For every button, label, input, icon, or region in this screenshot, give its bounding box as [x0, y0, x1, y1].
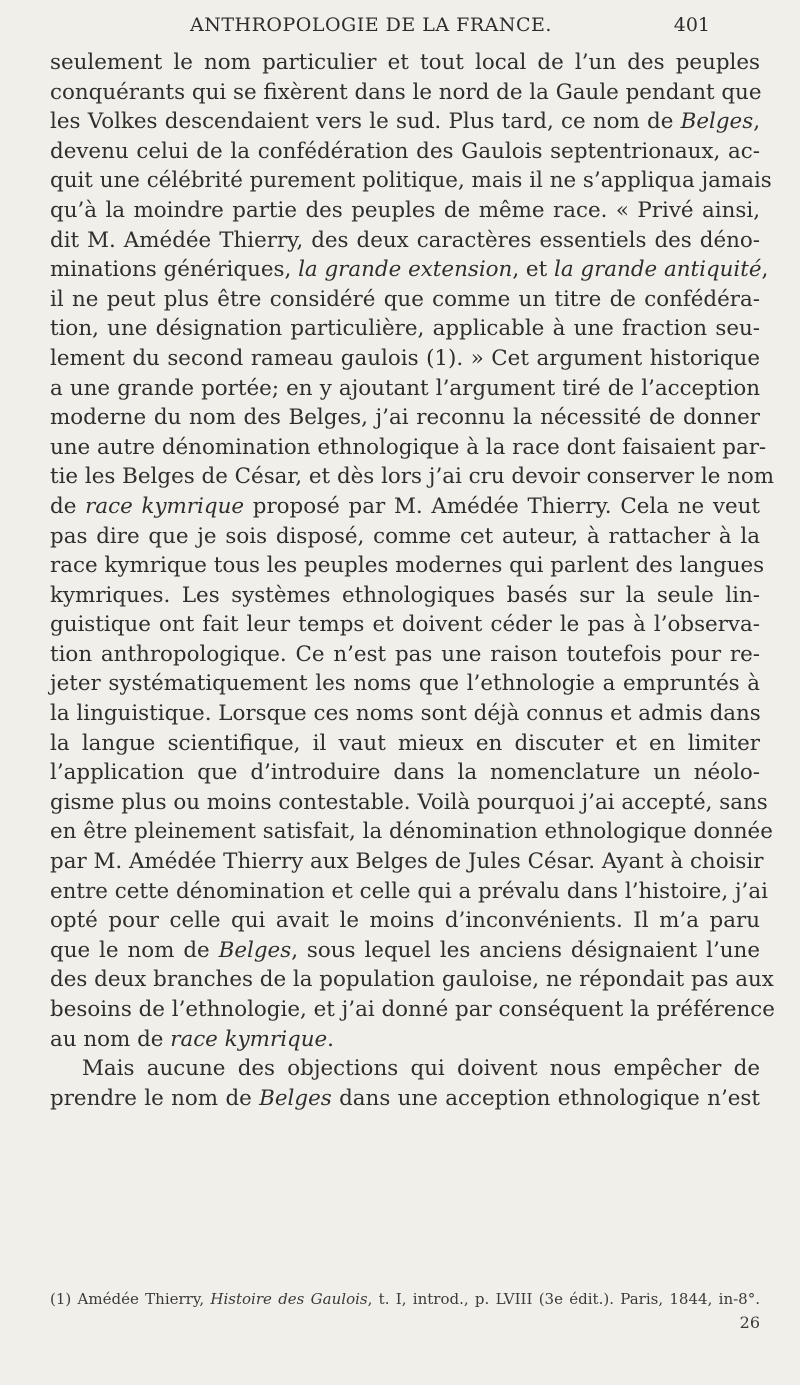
text-line — [50, 877, 768, 907]
text-line — [50, 48, 760, 78]
text-run: Mais aucune des objections qui doivent nous empêcher de — [82, 1056, 760, 1082]
text-run: seulement le nom particulier et tout local de l’un des peuples — [50, 50, 760, 75]
text-line — [50, 906, 760, 936]
text-run: prendre le nom de — [50, 1085, 260, 1111]
body-text — [50, 48, 775, 1113]
text-line — [50, 492, 760, 522]
text-run: l’application que d’introduire dans la nomenclature un néolo- — [50, 760, 760, 786]
text-line — [50, 403, 760, 433]
text-run: tion anthropologique. Ce n’est pas une raison toutefois pour re- — [50, 641, 760, 667]
text-line — [50, 1054, 760, 1084]
text-line — [50, 936, 760, 966]
text-run: par M. Amédée Thierry aux Belges de Jules César. Ayant à choisir — [50, 849, 764, 875]
text-run: lement du second rameau gaulois (1). » Cet argument historique — [50, 345, 760, 371]
text-run: la langue scientifique, il vaut mieux en discuter et en limiter — [50, 730, 760, 756]
text-run: quit une célébrité purement politique, mais il ne s’appliqua jamais — [50, 168, 772, 194]
text-run: des deux branches de la population gauloise, ne répondait pas aux — [50, 967, 774, 993]
text-run: il ne peut plus être considéré que comme un titre de confédéra- — [50, 286, 760, 312]
text-run: kymriques. Les systèmes ethnologiques basés sur la seule lin- — [50, 582, 760, 608]
text-run: . — [327, 1026, 334, 1052]
text-line — [50, 196, 760, 226]
text-run: gisme plus ou moins contestable. Voilà pourquoi j’ai accepté, sans — [50, 789, 768, 815]
text-run: les Volkes descendaient vers le sud. Plus tard, ce nom de — [50, 109, 681, 135]
page-number: 401 — [673, 14, 710, 36]
text-run: la linguistique. Lorsque ces noms sont déjà connus et admis dans — [50, 701, 761, 727]
text-line — [50, 314, 760, 344]
text-run: minations génériques, — [50, 257, 299, 283]
text-line — [50, 699, 760, 729]
text-run: pas dire que je sois disposé, comme cet auteur, à rattacher à la — [50, 523, 760, 549]
printer-signature: 26 — [739, 1313, 760, 1332]
text-line — [50, 522, 760, 552]
text-run: besoins de l’ethnologie, et j’ai donné par conséquent la préférence — [50, 997, 775, 1022]
text-line — [50, 344, 760, 374]
italic-text: Belges — [680, 109, 754, 135]
text-run: tion, une désignation particulière, applicable à une fraction seu- — [50, 316, 760, 342]
running-head — [190, 8, 710, 42]
text-run: , — [753, 109, 760, 135]
text-line — [50, 669, 760, 699]
italic-text: la grande extension — [298, 257, 513, 283]
text-run: a une grande portée; en y ajoutant l’argument tiré de l’acception — [50, 375, 760, 401]
text-run: , sous lequel les anciens désignaient l’une — [291, 937, 760, 963]
text-line — [50, 226, 760, 256]
italic-text: Belges — [259, 1085, 332, 1111]
text-line — [50, 1025, 760, 1055]
text-run: proposé par M. Amédée Thierry. Cela ne veut — [244, 493, 760, 519]
italic-text: race kymrique — [85, 493, 245, 519]
text-line — [50, 107, 760, 137]
text-line — [50, 847, 764, 877]
text-run: que le nom de — [50, 937, 219, 963]
running-title: ANTHROPOLOGIE DE LA FRANCE. — [190, 14, 552, 36]
text-run: au nom de — [50, 1026, 171, 1052]
text-run: dit M. Amédée Thierry, des deux caractères essentiels des déno- — [50, 227, 760, 253]
text-run: , — [761, 257, 769, 283]
footnote — [50, 1288, 760, 1310]
text-run: , et — [512, 257, 554, 283]
text-run: (1) Amédée Thierry, — [50, 1290, 211, 1308]
text-line — [50, 758, 760, 788]
text-line — [50, 729, 760, 759]
text-line — [50, 374, 760, 404]
text-line — [50, 285, 760, 315]
text-run: guistique ont fait leur temps et doivent céder le pas à l’observa- — [50, 612, 760, 638]
text-run: opté pour celle qui avait le moins d’inconvénients. Il m’a paru — [50, 908, 760, 934]
text-line — [50, 551, 765, 581]
text-run: qu’à la moindre partie des peuples de même race. « Privé ainsi, — [50, 197, 760, 223]
italic-text: race kymrique — [170, 1026, 328, 1052]
text-line — [50, 255, 769, 285]
text-line — [50, 817, 773, 847]
text-run: en être pleinement satisfait, la dénomination ethnologique donnée — [50, 819, 773, 845]
text-run: entre cette dénomination et celle qui a prévalu dans l’histoire, j’ai — [50, 878, 768, 904]
text-line — [50, 166, 772, 196]
text-line — [50, 788, 768, 818]
text-run: jeter systématiquement les noms que l’ethnologie a empruntés à — [50, 671, 760, 697]
italic-text: Belges — [218, 937, 292, 963]
text-run: , t. I, introd., p. LVIII (3e édit.). Paris, 1844, in-8°. — [367, 1290, 760, 1308]
text-run: race kymrique tous les peuples modernes qui parlent des langues — [50, 553, 765, 579]
text-run: conquérants qui se fixèrent dans le nord de la Gaule pendant que — [50, 79, 762, 105]
text-run: devenu celui de la confédération des Gaulois septentrionaux, ac- — [50, 138, 760, 164]
text-line — [50, 995, 775, 1025]
text-run: moderne du nom des Belges, j’ai reconnu la nécessité de donner — [50, 405, 760, 431]
text-line — [50, 78, 760, 108]
text-line — [50, 462, 775, 492]
text-line — [50, 433, 767, 463]
text-line — [50, 137, 760, 167]
text-run: une autre dénomination ethnologique à la race dont faisaient par- — [50, 434, 767, 460]
text-line — [50, 581, 760, 611]
text-line — [50, 610, 760, 640]
text-line — [50, 640, 760, 670]
text-run: dans une acception ethnologique n’est — [331, 1085, 760, 1111]
text-line — [50, 1084, 760, 1114]
text-run: tie les Belges de César, et dès lors j’ai cru devoir conserver le nom — [50, 464, 775, 490]
italic-text: Histoire des Gaulois — [210, 1290, 368, 1308]
text-run: de — [50, 493, 86, 519]
italic-text: la grande antiquité — [553, 257, 762, 283]
text-line — [50, 965, 774, 995]
